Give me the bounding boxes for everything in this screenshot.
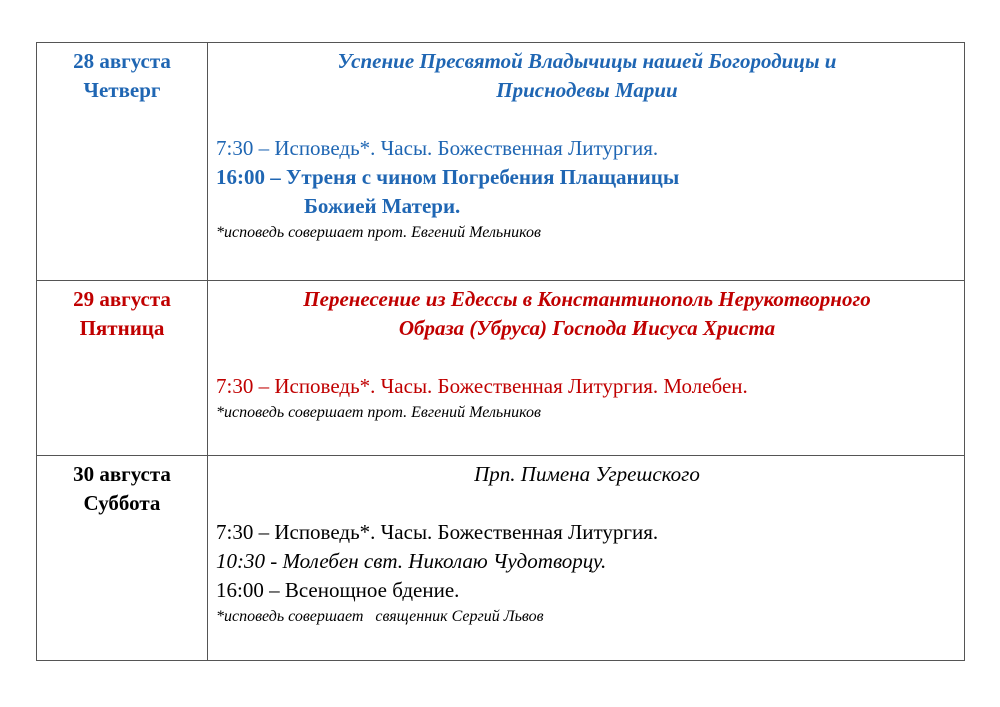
feast-title-line1: Перенесение из Едессы в Константинополь Нерукотворного: [303, 287, 871, 311]
service-moleben: 10:30 - Молебен свт. Николаю Чудотворцу.: [216, 549, 607, 573]
date: 28 августа: [73, 49, 171, 73]
date: 29 августа: [73, 287, 171, 311]
feast-title-line1: Успение Пресвятой Владычицы нашей Богородицы и: [337, 49, 837, 73]
confession-note: *исповедь совершает прот. Евгений Мельников: [216, 224, 541, 241]
confession-note: *исповедь совершает священник Сергий Львов: [216, 608, 544, 625]
service-matins-line2: Божией Матери.: [304, 194, 461, 218]
weekday: Суббота: [83, 491, 161, 515]
schedule-table: [36, 42, 965, 661]
weekday: Пятница: [79, 316, 165, 340]
feast-title-line2: Приснодевы Марии: [496, 78, 678, 102]
service-liturgy: 7:30 – Исповедь*. Часы. Божественная Литургия.: [216, 136, 659, 160]
date-cell: [37, 281, 208, 456]
weekday: Четверг: [83, 78, 161, 102]
service-liturgy: 7:30 – Исповедь*. Часы. Божественная Литургия.: [216, 520, 659, 544]
schedule-row-aug-29: [37, 281, 965, 456]
service-vigil: 16:00 – Всенощное бдение.: [216, 578, 460, 602]
schedule-row-aug-30: [37, 456, 965, 661]
service-matins-line1: 16:00 – Утреня с чином Погребения Плащаницы: [216, 165, 680, 189]
feast-title-line1: Прп. Пимена Угрешского: [474, 462, 700, 486]
event-cell: [208, 456, 965, 661]
date-cell: [37, 43, 208, 281]
date-cell: [37, 456, 208, 661]
feast-title-line2: Образа (Убруса) Господа Иисуса Христа: [398, 316, 776, 340]
schedule-row-aug-28: [37, 43, 965, 281]
date: 30 августа: [73, 462, 171, 486]
confession-note: *исповедь совершает прот. Евгений Мельников: [216, 404, 541, 421]
service-liturgy: 7:30 – Исповедь*. Часы. Божественная Литургия. Молебен.: [216, 374, 748, 398]
event-cell: [208, 281, 965, 456]
event-cell: [208, 43, 965, 281]
